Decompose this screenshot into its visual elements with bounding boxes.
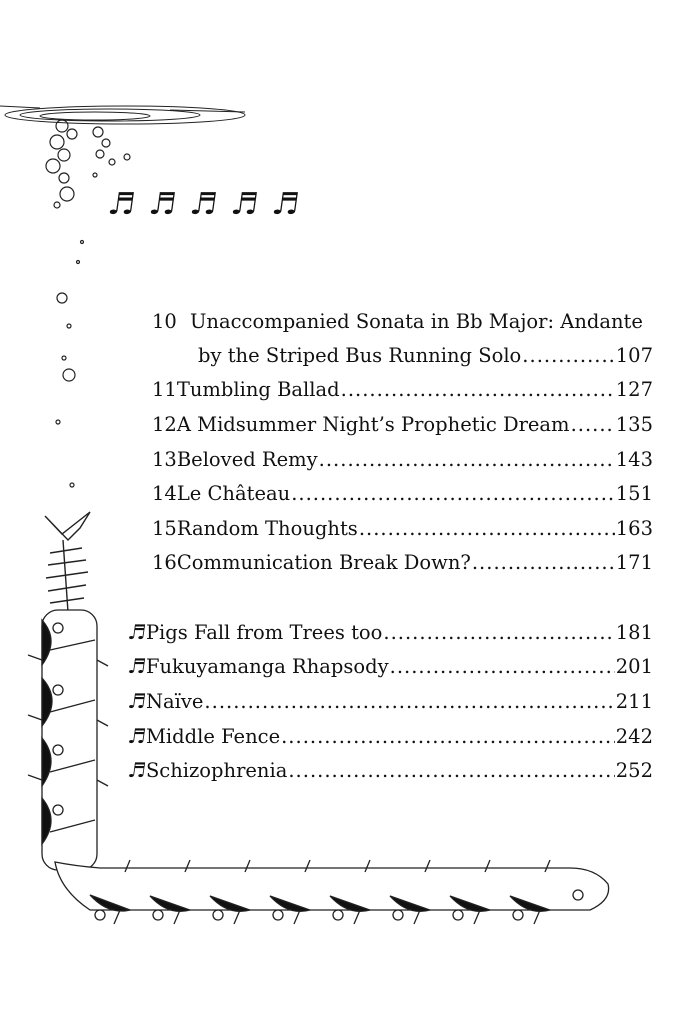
dot-leader xyxy=(281,725,615,749)
page-number: 107 xyxy=(615,344,653,367)
chapter-title: Tumbling Ballad xyxy=(176,378,340,401)
music-note-icon: ♬ xyxy=(126,654,148,678)
chapter-number: 14 xyxy=(152,482,177,505)
dot-leader xyxy=(390,655,615,679)
toc-entry[interactable] xyxy=(152,517,653,541)
music-note-icon: ♬ xyxy=(146,187,179,222)
page-number: 181 xyxy=(615,621,653,644)
chapter-title: Le Château xyxy=(176,482,291,505)
story-title: Pigs Fall from Trees too xyxy=(145,621,383,644)
page-number: 252 xyxy=(615,759,653,782)
dot-leader xyxy=(341,378,615,402)
story-title: Schizophrenia xyxy=(145,759,288,782)
toc-entry[interactable] xyxy=(152,448,653,472)
dot-leader xyxy=(383,621,614,645)
page-number: 143 xyxy=(615,448,653,471)
page-number: 171 xyxy=(615,551,653,574)
music-note-icon: ♬ xyxy=(187,187,220,222)
dot-leader xyxy=(359,517,615,541)
story-title: Fukuyamanga Rhapsody xyxy=(145,655,389,678)
toc-entry[interactable] xyxy=(198,344,653,368)
chapter-title: Random Thoughts xyxy=(176,517,358,540)
chapter-title: Unaccompanied Sonata in Bb Major: Andante xyxy=(190,310,643,333)
chapter-number: 10 xyxy=(152,310,177,333)
story-title: Naïve xyxy=(145,690,204,713)
chapter-number: 11 xyxy=(152,378,177,401)
chapter-title: by the Striped Bus Running Solo xyxy=(198,344,522,367)
toc-entry-bonus[interactable] xyxy=(128,620,653,645)
page-number: 151 xyxy=(615,482,653,505)
page-number: 135 xyxy=(615,413,653,436)
dot-leader xyxy=(288,759,614,783)
toc-entry[interactable] xyxy=(152,378,653,402)
toc-entry[interactable] xyxy=(152,413,653,437)
chapter-title: Communication Break Down? xyxy=(176,551,471,574)
chapter-number: 12 xyxy=(152,413,177,436)
chapter-number: 16 xyxy=(152,551,177,574)
chapter-title: A Midsummer Night’s Prophetic Dream xyxy=(176,413,570,436)
dot-leader xyxy=(522,344,614,368)
dot-leader xyxy=(204,690,614,714)
chapter-number: 13 xyxy=(152,448,177,471)
toc-entry-bonus[interactable] xyxy=(128,689,653,714)
dot-leader xyxy=(291,482,615,506)
music-note-icon: ♬ xyxy=(105,187,138,222)
toc-entry[interactable] xyxy=(152,310,652,334)
page-number: 127 xyxy=(615,378,653,401)
page-number: 211 xyxy=(615,690,653,713)
dot-leader xyxy=(472,551,615,575)
story-title: Middle Fence xyxy=(145,725,281,748)
dot-leader xyxy=(319,448,615,472)
toc-entry[interactable] xyxy=(152,551,653,575)
toc-entry-bonus[interactable] xyxy=(128,654,653,679)
toc-entry[interactable] xyxy=(152,482,653,506)
dot-leader xyxy=(571,413,615,437)
toc-entry-bonus[interactable] xyxy=(128,724,653,749)
music-note-icon: ♬ xyxy=(228,187,261,222)
toc-entry-bonus[interactable] xyxy=(128,758,653,783)
page-number: 201 xyxy=(615,655,653,678)
music-note-icon: ♬ xyxy=(269,187,302,222)
music-note-icon: ♬ xyxy=(126,758,148,782)
chapter-title: Beloved Remy xyxy=(176,448,318,471)
chapter-number: 15 xyxy=(152,517,177,540)
music-note-icon: ♬ xyxy=(126,724,148,748)
music-note-icon: ♬ xyxy=(126,689,148,713)
page-number: 163 xyxy=(615,517,653,540)
page-number: 242 xyxy=(615,725,653,748)
music-note-icon: ♬ xyxy=(126,620,148,644)
